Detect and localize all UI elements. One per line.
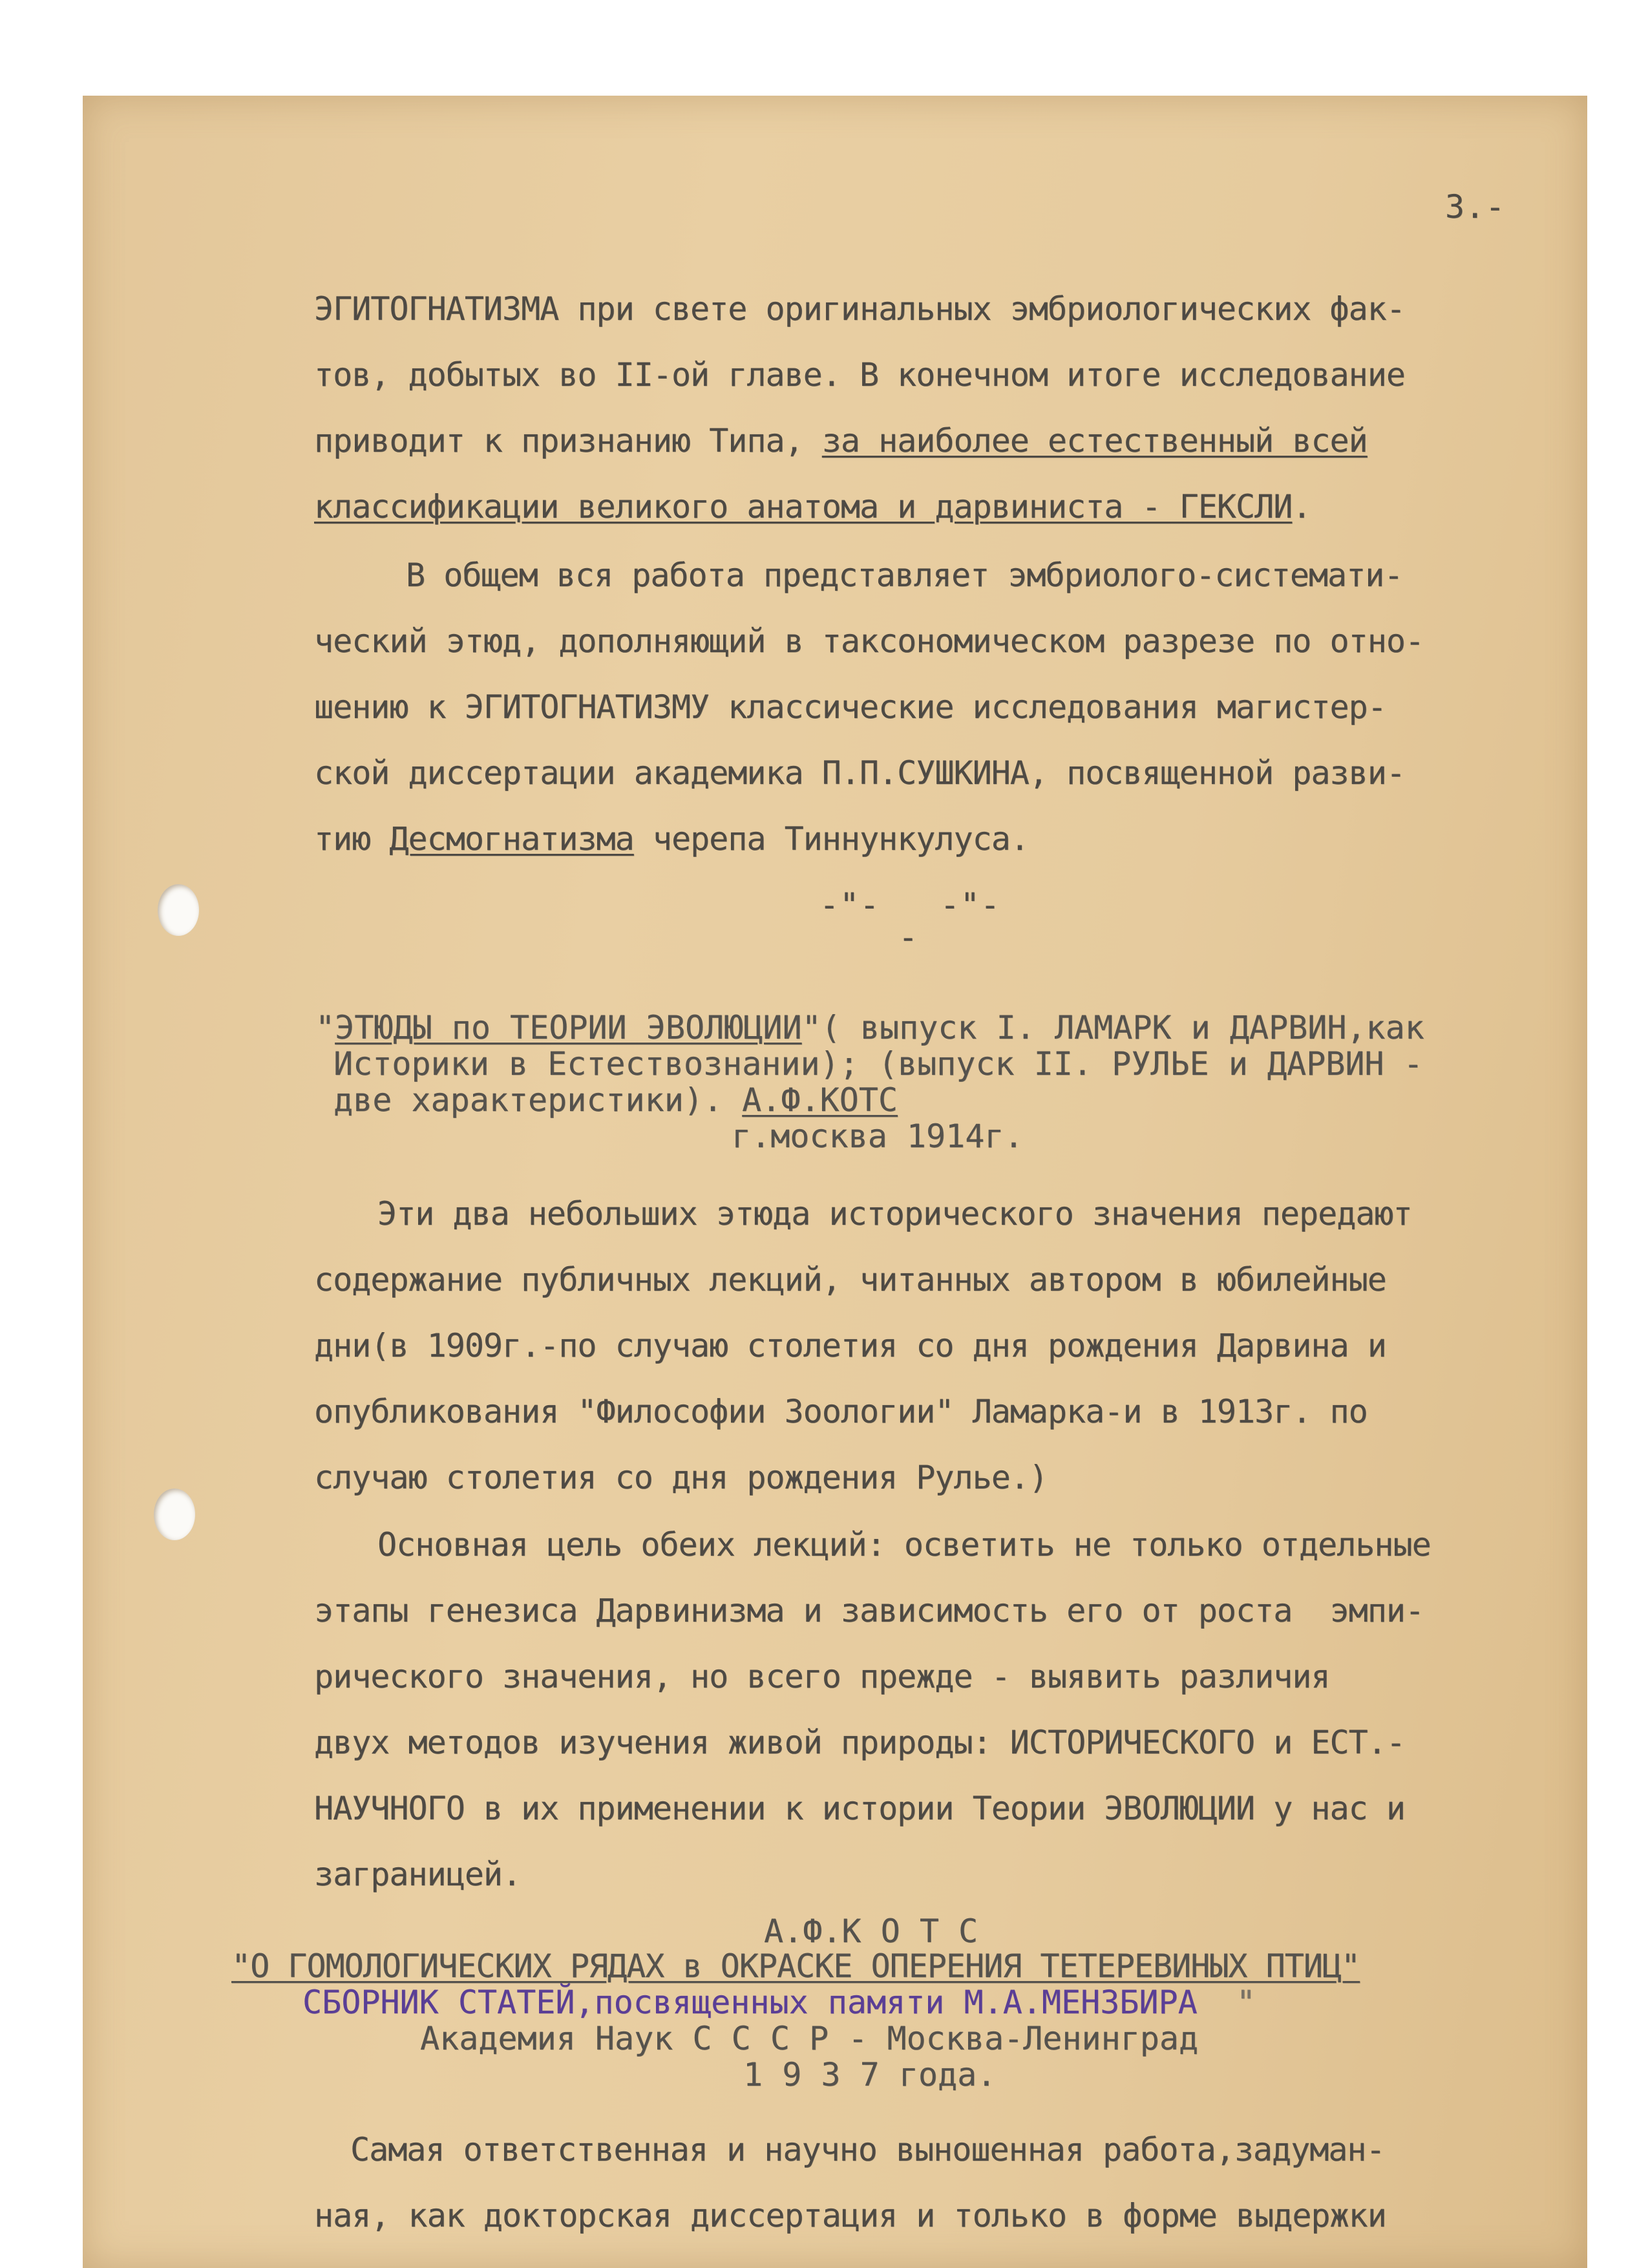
paragraph-2-line-3: шению к ЭГИТОГНАТИЗМУ классические исследования магистер- <box>314 688 1386 726</box>
paragraph-3-line-5: случаю столетия со дня рождения Рулье.) <box>314 1459 1048 1496</box>
work-1-author: А.Ф.КОТС <box>742 1081 898 1119</box>
work-2-publisher: Академия Наук С С С Р - Москва-Ленинград <box>420 2020 1199 2057</box>
paragraph-1-line-2: тов, добытых во II-ой главе. В конечном итоге исследование <box>314 356 1405 394</box>
paragraph-4-line-4: двух методов изучения живой природы: ИСТОРИЧЕСКОГО и ЕСТ.- <box>314 1724 1405 1761</box>
paragraph-3-line-3: дни(в 1909г.-по случаю столетия со дня рождения Дарвина и <box>314 1327 1386 1364</box>
paragraph-1-period: . <box>1292 488 1311 525</box>
work-2-title: "О ГОМОЛОГИЧЕСКИХ РЯДАХ в ОКРАСКЕ ОПЕРЕНИЯ ТЕТЕРЕВИНЫХ ПТИЦ" <box>231 1947 1360 1985</box>
work-1-subtitle-line-2 <box>333 1081 898 1119</box>
work-1-title-line <box>315 1008 1424 1047</box>
work-2-author: А.Ф.К О Т С <box>764 1913 978 1950</box>
paragraph-1-underlined-phrase-a: за наиболее естественный всей <box>821 422 1368 460</box>
work-1-place-year: г.москва 1914г. <box>732 1118 1024 1155</box>
paragraph-3-line-1: Эти два небольших этюда исторического значения передают <box>377 1195 1412 1233</box>
paragraph-2-line-1: В общем вся работа представляет эмбриолого-системати- <box>406 556 1403 594</box>
page-number: 3.- <box>1445 188 1506 226</box>
paragraph-1-line-1: ЭГИТОГНАТИЗМА при свете оригинальных эмбриологических фак- <box>314 290 1405 328</box>
work-2-collection: СБОРНИК СТАТЕЙ,посвященных памяти М.А.МЕНЗБИРА <box>302 1984 1198 2021</box>
paragraph-1-line-3-text: приводит к признанию Типа, <box>314 422 822 460</box>
paragraph-2-line-5-start: тию <box>314 820 390 858</box>
paragraph-2-line-4: ской диссертации академика П.П.СУШКИНА, посвященной разви- <box>314 754 1405 792</box>
work-1-title: ЭТЮДЫ по ТЕОРИИ ЭВОЛЮЦИИ <box>335 1009 802 1046</box>
paragraph-3-line-2: содержание публичных лекций, читанных автором в юбилейные <box>314 1261 1386 1298</box>
paragraph-2-line-5 <box>314 820 1029 858</box>
paragraph-2-line-5-end: черепа Тиннункулуса. <box>633 820 1029 858</box>
work-1-title-quote: " <box>315 1009 335 1046</box>
paragraph-5-line-2: ная, как докторская диссертация и только в форме выдержки <box>314 2197 1386 2234</box>
paragraph-4-line-2: этапы генезиса Дарвинизма и зависимость его от роста эмпи- <box>314 1592 1424 1629</box>
paragraph-3-line-4: опубликования "Философии Зоологии" Ламарка-и в 1913г. по <box>314 1393 1368 1430</box>
paragraph-1-line-4 <box>314 487 1311 526</box>
work-2-collection-line <box>302 1983 1256 2022</box>
paragraph-2-underlined-term: Десмогнатизма <box>389 820 634 858</box>
punch-hole-top <box>158 884 199 936</box>
section-separator-dash: - <box>898 918 919 956</box>
punch-hole-bottom <box>154 1489 195 1540</box>
work-2-year: 1 9 3 7 года. <box>743 2056 997 2093</box>
work-1-title-rest: "( выпуск I. ЛАМАРК и ДАРВИН,как <box>801 1009 1424 1046</box>
paragraph-1-underlined-phrase-b: классификации великого анатома и дарвиниста - ГЕКСЛИ <box>314 488 1293 525</box>
work-2-collection-overtyped-mark: " <box>1236 1984 1256 2021</box>
work-1-subtitle-text: две характеристики). <box>333 1081 743 1119</box>
paragraph-2-line-2: ческий этюд, дополняющий в таксономическом разрезе по отно- <box>314 622 1424 660</box>
paragraph-5-line-1: Самая ответственная и научно выношенная работа,задуман- <box>350 2131 1385 2168</box>
paragraph-1-line-3 <box>314 421 1368 460</box>
paragraph-4-line-5: НАУЧНОГО в их применении к истории Теории ЭВОЛЮЦИИ у нас и <box>314 1790 1405 1827</box>
paragraph-4-line-6: заграницей. <box>314 1856 522 1893</box>
paragraph-4-line-1: Основная цель обеих лекций: осветить не только отдельные <box>377 1526 1431 1563</box>
work-1-subtitle-line: Историки в Естествознании); (выпуск II. РУЛЬЕ и ДАРВИН - <box>333 1045 1423 1083</box>
section-separator: -"- -"- <box>819 886 1000 924</box>
paragraph-4-line-3: рического значения, но всего прежде - выявить различия <box>314 1658 1330 1695</box>
